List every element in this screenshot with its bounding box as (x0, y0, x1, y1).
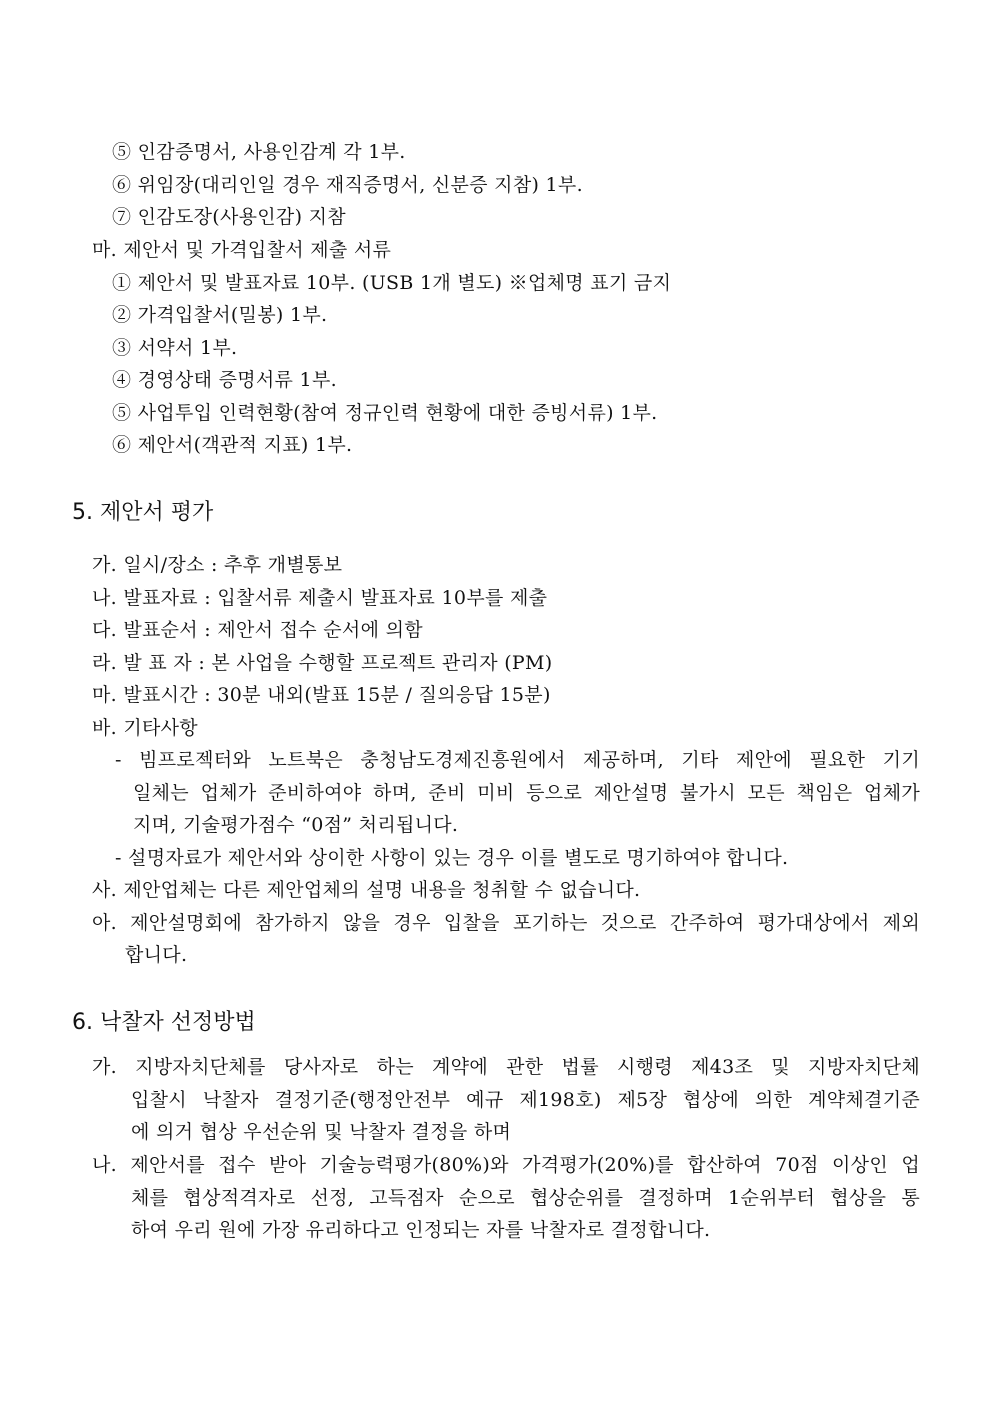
list-item: 바. 기타사항 (92, 717, 198, 739)
paragraph-line: 일체는 업체가 준비하여야 하며, 준비 미비 등으로 제안설명 불가시 모든 책임은 업체가 (133, 782, 920, 804)
paragraph-line: 합니다. (125, 944, 188, 966)
subsection-title: 마. 제안서 및 가격입찰서 제출 서류 (92, 239, 392, 261)
list-item: ⑤ 사업투입 인력현황(참여 정규인력 현황에 대한 증빙서류) 1부. (112, 402, 658, 424)
paragraph-line: 에 의거 협상 우선순위 및 낙찰자 결정을 하며 (131, 1121, 512, 1143)
paragraph-line: 나. 제안서를 접수 받아 기술능력평가(80%)와 가격평가(20%)를 합산하여 70점 이상인 업 (92, 1154, 920, 1176)
paragraph-line: 입찰시 낙찰자 결정기준(행정안전부 예규 제198호) 제5장 협상에 의한 계약체결기준 (131, 1089, 920, 1111)
paragraph-line: 하여 우리 원에 가장 유리하다고 인정되는 자를 낙찰자로 결정합니다. (131, 1219, 711, 1241)
list-item: ⑤ 인감증명서, 사용인감계 각 1부. (112, 141, 406, 163)
list-item: ⑦ 인감도장(사용인감) 지참 (112, 206, 346, 228)
list-item: 나. 발표자료 : 입찰서류 제출시 발표자료 10부를 제출 (92, 587, 548, 609)
section-heading: 6. 낙찰자 선정방법 (72, 1010, 256, 1035)
paragraph-line: 아. 제안설명회에 참가하지 않을 경우 입찰을 포기하는 것으로 간주하여 평가대상에서 제외 (92, 912, 920, 934)
paragraph-line: 지며, 기술평가점수 “0점” 처리됩니다. (133, 814, 459, 836)
list-item: ② 가격입찰서(밀봉) 1부. (112, 304, 328, 326)
list-item: 다. 발표순서 : 제안서 접수 순서에 의함 (92, 619, 423, 641)
list-item: ④ 경영상태 증명서류 1부. (112, 369, 337, 391)
list-item: 사. 제안업체는 다른 제안업체의 설명 내용을 청취할 수 없습니다. (92, 879, 641, 901)
list-item: ③ 서약서 1부. (112, 337, 238, 359)
list-item: ① 제안서 및 발표자료 10부. (USB 1개 별도) ※업체명 표기 금지 (112, 272, 672, 294)
paragraph-line: - 빔프로젝터와 노트북은 충청남도경제진흥원에서 제공하며, 기타 제안에 필요한 기기 (115, 749, 920, 771)
list-item: 마. 발표시간 : 30분 내외(발표 15분 / 질의응답 15분) (92, 684, 551, 706)
list-item: ⑥ 위임장(대리인일 경우 재직증명서, 신분증 지참) 1부. (112, 174, 583, 196)
list-item: ⑥ 제안서(객관적 지표) 1부. (112, 434, 353, 456)
section-heading: 5. 제안서 평가 (72, 500, 214, 525)
list-item: 가. 일시/장소 : 추후 개별통보 (92, 554, 343, 576)
paragraph-line: - 설명자료가 제안서와 상이한 사항이 있는 경우 이를 별도로 명기하여야 합니다. (115, 847, 789, 869)
paragraph-line: 체를 협상적격자로 선정, 고득점자 순으로 협상순위를 결정하며 1순위부터 협상을 통 (131, 1187, 920, 1209)
paragraph-line: 가. 지방자치단체를 당사자로 하는 계약에 관한 법률 시행령 제43조 및 지방자치단체 (92, 1056, 920, 1078)
list-item: 라. 발 표 자 : 본 사업을 수행할 프로젝트 관리자 (PM) (92, 652, 553, 674)
